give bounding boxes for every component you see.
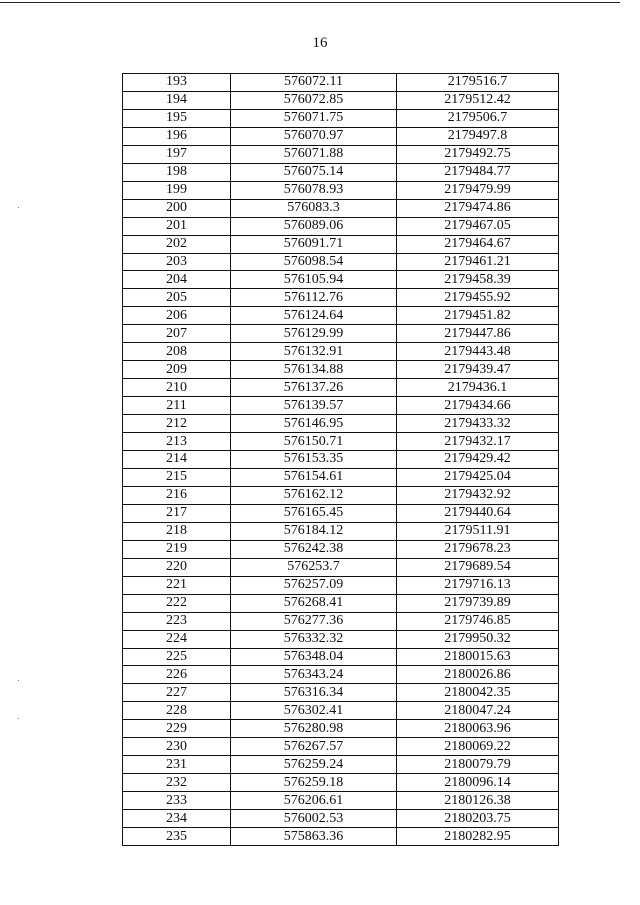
x-coordinate-cell: 575863.36 [231, 828, 397, 846]
coordinates-table-body [123, 74, 559, 846]
x-coordinate-cell: 576257.09 [231, 576, 397, 594]
point-number-cell: 194 [123, 91, 231, 109]
table-row [123, 163, 559, 181]
x-coordinate-cell: 576206.61 [231, 792, 397, 810]
x-coordinate-cell: 576124.64 [231, 307, 397, 325]
x-coordinate-cell: 576165.45 [231, 504, 397, 522]
y-coordinate-cell: 2180069.22 [397, 738, 559, 756]
table-row [123, 451, 559, 469]
y-coordinate-cell: 2180042.35 [397, 684, 559, 702]
table-row [123, 91, 559, 109]
point-number-cell: 219 [123, 540, 231, 558]
x-coordinate-cell: 576146.95 [231, 415, 397, 433]
point-number-cell: 198 [123, 163, 231, 181]
table-row [123, 433, 559, 451]
table-row [123, 289, 559, 307]
y-coordinate-cell: 2179451.82 [397, 307, 559, 325]
y-coordinate-cell: 2179433.32 [397, 415, 559, 433]
point-number-cell: 230 [123, 738, 231, 756]
x-coordinate-cell: 576259.18 [231, 774, 397, 792]
x-coordinate-cell: 576091.71 [231, 235, 397, 253]
table-row [123, 612, 559, 630]
table-row [123, 504, 559, 522]
y-coordinate-cell: 2179455.92 [397, 289, 559, 307]
point-number-cell: 229 [123, 720, 231, 738]
point-number-cell: 206 [123, 307, 231, 325]
point-number-cell: 211 [123, 397, 231, 415]
table-row [123, 756, 559, 774]
y-coordinate-cell: 2179439.47 [397, 361, 559, 379]
table-row [123, 684, 559, 702]
point-number-cell: 212 [123, 415, 231, 433]
y-coordinate-cell: 2179447.86 [397, 325, 559, 343]
y-coordinate-cell: 2179746.85 [397, 612, 559, 630]
table-row [123, 109, 559, 127]
x-coordinate-cell: 576162.12 [231, 486, 397, 504]
point-number-cell: 235 [123, 828, 231, 846]
x-coordinate-cell: 576112.76 [231, 289, 397, 307]
y-coordinate-cell: 2180079.79 [397, 756, 559, 774]
scan-speck [18, 207, 19, 208]
point-number-cell: 213 [123, 433, 231, 451]
y-coordinate-cell: 2179425.04 [397, 468, 559, 486]
y-coordinate-cell: 2180047.24 [397, 702, 559, 720]
point-number-cell: 196 [123, 127, 231, 145]
x-coordinate-cell: 576089.06 [231, 217, 397, 235]
y-coordinate-cell: 2179458.39 [397, 271, 559, 289]
table-row [123, 235, 559, 253]
x-coordinate-cell: 576139.57 [231, 397, 397, 415]
table-row [123, 379, 559, 397]
table-row [123, 307, 559, 325]
point-number-cell: 201 [123, 217, 231, 235]
y-coordinate-cell: 2179716.13 [397, 576, 559, 594]
y-coordinate-cell: 2179506.7 [397, 109, 559, 127]
x-coordinate-cell: 576277.36 [231, 612, 397, 630]
x-coordinate-cell: 576316.34 [231, 684, 397, 702]
point-number-cell: 217 [123, 504, 231, 522]
x-coordinate-cell: 576302.41 [231, 702, 397, 720]
x-coordinate-cell: 576343.24 [231, 666, 397, 684]
x-coordinate-cell: 576259.24 [231, 756, 397, 774]
y-coordinate-cell: 2179511.91 [397, 522, 559, 540]
table-row [123, 738, 559, 756]
table-row [123, 810, 559, 828]
y-coordinate-cell: 2179492.75 [397, 145, 559, 163]
x-coordinate-cell: 576348.04 [231, 648, 397, 666]
y-coordinate-cell: 2179436.1 [397, 379, 559, 397]
table-row [123, 702, 559, 720]
point-number-cell: 203 [123, 253, 231, 271]
y-coordinate-cell: 2179474.86 [397, 199, 559, 217]
point-number-cell: 233 [123, 792, 231, 810]
table-row [123, 361, 559, 379]
y-coordinate-cell: 2179678.23 [397, 540, 559, 558]
x-coordinate-cell: 576002.53 [231, 810, 397, 828]
table-row [123, 540, 559, 558]
point-number-cell: 221 [123, 576, 231, 594]
point-number-cell: 220 [123, 558, 231, 576]
table-row [123, 594, 559, 612]
point-number-cell: 228 [123, 702, 231, 720]
y-coordinate-cell: 2180282.95 [397, 828, 559, 846]
table-row [123, 253, 559, 271]
y-coordinate-cell: 2179464.67 [397, 235, 559, 253]
table-row [123, 271, 559, 289]
point-number-cell: 214 [123, 451, 231, 469]
table-row [123, 74, 559, 92]
table-row [123, 558, 559, 576]
x-coordinate-cell: 576280.98 [231, 720, 397, 738]
x-coordinate-cell: 576253.7 [231, 558, 397, 576]
y-coordinate-cell: 2179429.42 [397, 451, 559, 469]
x-coordinate-cell: 576098.54 [231, 253, 397, 271]
table-row [123, 217, 559, 235]
point-number-cell: 199 [123, 181, 231, 199]
table-row [123, 486, 559, 504]
scan-speck [18, 680, 19, 681]
x-coordinate-cell: 576154.61 [231, 468, 397, 486]
x-coordinate-cell: 576268.41 [231, 594, 397, 612]
point-number-cell: 207 [123, 325, 231, 343]
y-coordinate-cell: 2179516.7 [397, 74, 559, 92]
x-coordinate-cell: 576242.38 [231, 540, 397, 558]
table-row [123, 199, 559, 217]
point-number-cell: 227 [123, 684, 231, 702]
x-coordinate-cell: 576134.88 [231, 361, 397, 379]
x-coordinate-cell: 576072.85 [231, 91, 397, 109]
x-coordinate-cell: 576137.26 [231, 379, 397, 397]
y-coordinate-cell: 2179434.66 [397, 397, 559, 415]
table-row [123, 522, 559, 540]
y-coordinate-cell: 2179443.48 [397, 343, 559, 361]
point-number-cell: 232 [123, 774, 231, 792]
point-number-cell: 223 [123, 612, 231, 630]
x-coordinate-cell: 576078.93 [231, 181, 397, 199]
point-number-cell: 216 [123, 486, 231, 504]
point-number-cell: 195 [123, 109, 231, 127]
point-number-cell: 222 [123, 594, 231, 612]
x-coordinate-cell: 576105.94 [231, 271, 397, 289]
y-coordinate-cell: 2179432.92 [397, 486, 559, 504]
table-row [123, 828, 559, 846]
top-border-line [0, 2, 620, 3]
x-coordinate-cell: 576070.97 [231, 127, 397, 145]
point-number-cell: 208 [123, 343, 231, 361]
table-row [123, 397, 559, 415]
table-row [123, 792, 559, 810]
table-row [123, 666, 559, 684]
coordinates-table [122, 73, 559, 846]
y-coordinate-cell: 2179432.17 [397, 433, 559, 451]
y-coordinate-cell: 2180096.14 [397, 774, 559, 792]
point-number-cell: 204 [123, 271, 231, 289]
y-coordinate-cell: 2179512.42 [397, 91, 559, 109]
y-coordinate-cell: 2179479.99 [397, 181, 559, 199]
table-row [123, 343, 559, 361]
table-row [123, 774, 559, 792]
y-coordinate-cell: 2179467.05 [397, 217, 559, 235]
y-coordinate-cell: 2180126.38 [397, 792, 559, 810]
point-number-cell: 205 [123, 289, 231, 307]
x-coordinate-cell: 576072.11 [231, 74, 397, 92]
y-coordinate-cell: 2180015.63 [397, 648, 559, 666]
y-coordinate-cell: 2179440.64 [397, 504, 559, 522]
table-row [123, 720, 559, 738]
point-number-cell: 226 [123, 666, 231, 684]
y-coordinate-cell: 2179497.8 [397, 127, 559, 145]
x-coordinate-cell: 576332.32 [231, 630, 397, 648]
table-row [123, 415, 559, 433]
point-number-cell: 193 [123, 74, 231, 92]
y-coordinate-cell: 2180026.86 [397, 666, 559, 684]
x-coordinate-cell: 576083.3 [231, 199, 397, 217]
point-number-cell: 209 [123, 361, 231, 379]
point-number-cell: 225 [123, 648, 231, 666]
table-row [123, 648, 559, 666]
y-coordinate-cell: 2179461.21 [397, 253, 559, 271]
page-number: 16 [312, 35, 328, 51]
table-row [123, 127, 559, 145]
x-coordinate-cell: 576267.57 [231, 738, 397, 756]
x-coordinate-cell: 576071.75 [231, 109, 397, 127]
point-number-cell: 224 [123, 630, 231, 648]
table-row [123, 576, 559, 594]
point-number-cell: 202 [123, 235, 231, 253]
x-coordinate-cell: 576075.14 [231, 163, 397, 181]
table-row [123, 145, 559, 163]
point-number-cell: 200 [123, 199, 231, 217]
table-row [123, 325, 559, 343]
scan-speck [18, 718, 19, 719]
y-coordinate-cell: 2179689.54 [397, 558, 559, 576]
x-coordinate-cell: 576184.12 [231, 522, 397, 540]
point-number-cell: 234 [123, 810, 231, 828]
y-coordinate-cell: 2180063.96 [397, 720, 559, 738]
x-coordinate-cell: 576153.35 [231, 451, 397, 469]
point-number-cell: 218 [123, 522, 231, 540]
point-number-cell: 215 [123, 468, 231, 486]
point-number-cell: 210 [123, 379, 231, 397]
x-coordinate-cell: 576150.71 [231, 433, 397, 451]
point-number-cell: 197 [123, 145, 231, 163]
y-coordinate-cell: 2179484.77 [397, 163, 559, 181]
y-coordinate-cell: 2179950.32 [397, 630, 559, 648]
table-row [123, 468, 559, 486]
x-coordinate-cell: 576071.88 [231, 145, 397, 163]
table-row [123, 630, 559, 648]
x-coordinate-cell: 576129.99 [231, 325, 397, 343]
y-coordinate-cell: 2180203.75 [397, 810, 559, 828]
table-row [123, 181, 559, 199]
point-number-cell: 231 [123, 756, 231, 774]
y-coordinate-cell: 2179739.89 [397, 594, 559, 612]
x-coordinate-cell: 576132.91 [231, 343, 397, 361]
